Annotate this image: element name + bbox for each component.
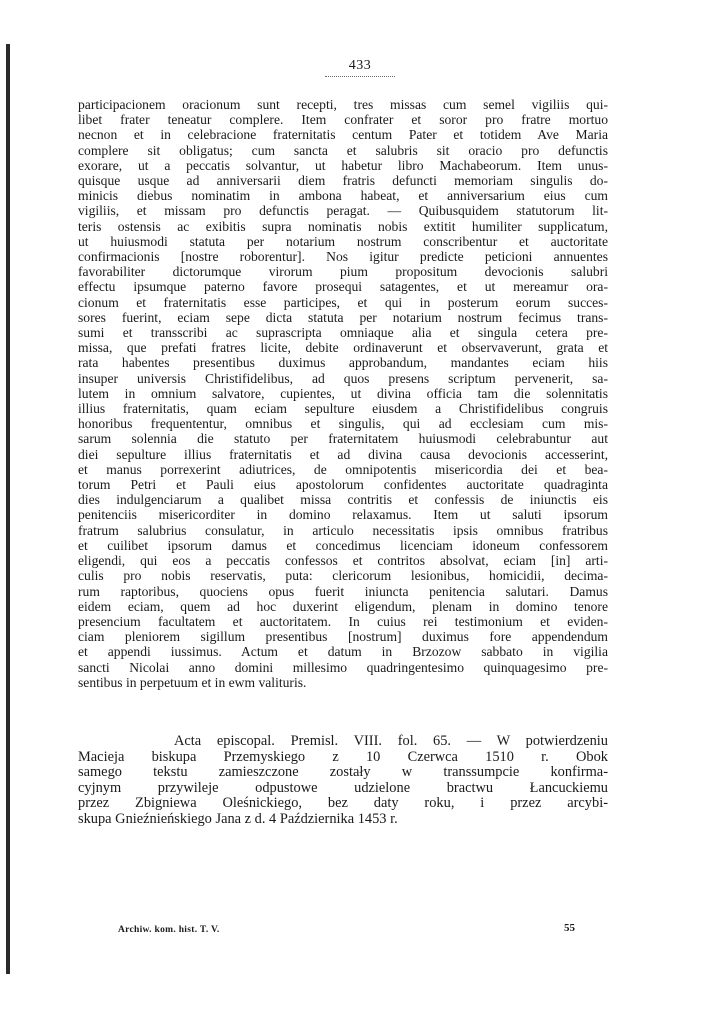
text-line: ciam pleniorem sigillum presentibus [nostrum] duximus fore appendendum bbox=[78, 629, 608, 645]
text-line: effectu ipsumque paterno favore prosequi satagentes, et ut mereamur ora- bbox=[78, 279, 608, 295]
text-line: culis pro nobis reservatis, puta: clericorum lesionibus, homicidii, decima- bbox=[78, 568, 608, 584]
note-line: Macieja biskupa Przemyskiego z 10 Czerwca 1510 r. Obok bbox=[78, 748, 608, 765]
text-line: favorabiliter dictorumque virorum pium propositum devocionis salubri bbox=[78, 264, 608, 280]
text-line: teris ostensis ac exibitis supra nominatis nobis extitit humiliter supplicatum, bbox=[78, 218, 608, 234]
text-line: torum Petri et Pauli eius apostolorum confidentes auctoritate quadraginta bbox=[78, 477, 608, 493]
text-line: honoribus frequententur, omnibus et singulis, qui ad ecclesiam cum mis- bbox=[78, 416, 608, 432]
text-line: lutem in omnium salvatore, cupientes, ut divina officia tam die solennitatis bbox=[78, 385, 608, 401]
note-line: samego tekstu zamieszczone zostały w transsumpcie konfirma- bbox=[78, 764, 608, 781]
footer-sheet-number: 55 bbox=[564, 922, 575, 934]
text-line: participacionem oracionum sunt recepti, tres missas cum semel vigiliis qui- bbox=[78, 97, 608, 112]
text-line: libet frater teneatur complere. Item confrater et soror pro fratre mortuo bbox=[78, 112, 608, 128]
text-line: eidem eciam, quem ad hoc duxerint eligendum, plenam in domino tenore bbox=[78, 598, 608, 614]
text-line: fratrum salubrius consulatur, in articulo necessitatis ipsis omnibus fratribus bbox=[78, 522, 608, 538]
page-number: 433 bbox=[0, 58, 720, 77]
text-line: illius fraternitatis, quam eciam sepulture eiusdem a Christifidelibus congruis bbox=[78, 401, 608, 417]
note-line: przez Zbigniewa Oleśnickiego, bez daty roku, i przez arcybi- bbox=[78, 795, 608, 812]
text-line: sores fuerint, eciam sepe dicta statuta per notarium nostrum fecimus trans- bbox=[78, 309, 608, 325]
text-line: confirmacionis [nostre roborentur]. Nos igitur predicte peticioni annuentes bbox=[78, 249, 608, 265]
text-line: sancti Nicolai anno domini millesimo quadringentesimo quinquagesimo pre- bbox=[78, 659, 608, 675]
text-line: et appendi iussimus. Actum et datum in Brzozow sabbato in vigilia bbox=[78, 644, 608, 660]
text-line: minicis diebus nominatim in ambona habeat, et anniversarium eius cum bbox=[78, 188, 608, 204]
text-line: insuper universis Christifidelibus, ad quos presens scriptum pervenerit, sa- bbox=[78, 370, 608, 386]
text-line: et cuilibet ipsorum damus et concedimus licenciam idoneum confessorem bbox=[78, 537, 608, 553]
text-line: cionum et fraternitatis esse participes, et qui in posterum eorum succes- bbox=[78, 294, 608, 310]
note-line: Acta episcopal. Premisl. VIII. fol. 65. — W potwierdzeniu bbox=[174, 733, 608, 749]
text-line: quisque usque ad anniversarii diem fratris defuncti memoriam singulis do- bbox=[78, 173, 608, 189]
text-line: sentibus in perpetuum et in ewm valituris. bbox=[78, 674, 307, 690]
text-line: necnon et in celebracione fraternitatis centum Pater et totidem Ave Maria bbox=[78, 127, 608, 143]
text-line: ut huiusmodi statuta per notarium nostrum conscribentur et auctoritate bbox=[78, 233, 608, 249]
text-line: eligendi, qui eos a peccatis confessos et contritos absolvat, eciam [in] arti- bbox=[78, 553, 608, 569]
footer-source: Archiw. kom. hist. T. V. bbox=[118, 925, 220, 935]
main-latin-text bbox=[78, 97, 608, 690]
text-line: vigiliis, et missam pro defunctis peragat. — Quibusquidem statutorum lit- bbox=[78, 203, 608, 219]
text-line: rum raptoribus, quociens opus fuerit iniuncta penitencia salutari. Damus bbox=[78, 583, 608, 599]
text-line: penitenciis misericorditer in domino relaxamus. Item ut saluti ipsorum bbox=[78, 507, 608, 523]
text-line: complere sit obligatus; cum sancta et salubris sit oracio pro defunctis bbox=[78, 142, 608, 158]
text-line: et manus porrexerint adiutrices, de omnipotentis misericordia dei et bea- bbox=[78, 461, 608, 477]
text-line: dies indulgenciarum a qualibet missa contritis et confessis de iniunctis eis bbox=[78, 492, 608, 508]
note-line: cyjnym przywileje odpustowe udzielone bractwu Łancuckiemu bbox=[78, 779, 608, 796]
page-edge-shadow bbox=[6, 44, 10, 974]
text-line: exorare, ut a peccatis solvantur, ut habetur libro Machabeorum. Item unus- bbox=[78, 157, 608, 173]
text-line: diei sepulture illius fraternitatis et ad divina causa devocionis accesserint, bbox=[78, 446, 608, 462]
text-line: sarum solennia die statuto per fraternitatem huiusmodi celebrabuntur aut bbox=[78, 431, 608, 447]
note-line: skupa Gnieźnieńskiego Jana z d. 4 Października 1453 r. bbox=[78, 810, 398, 827]
text-line: presencium facultatem et auctoritatem. In cuius rei testimonium et eviden- bbox=[78, 613, 608, 629]
source-note bbox=[78, 734, 608, 828]
text-line: missa, que prefati fratres licite, debite ordinaverunt et observaverunt, grata et bbox=[78, 340, 608, 356]
text-line: sumi et transscribi ac suprascripta omniaque alia et singula cetera pre- bbox=[78, 325, 608, 341]
text-line: rata habentes presentibus duximus approbandum, mandantes eciam hiis bbox=[78, 355, 608, 371]
